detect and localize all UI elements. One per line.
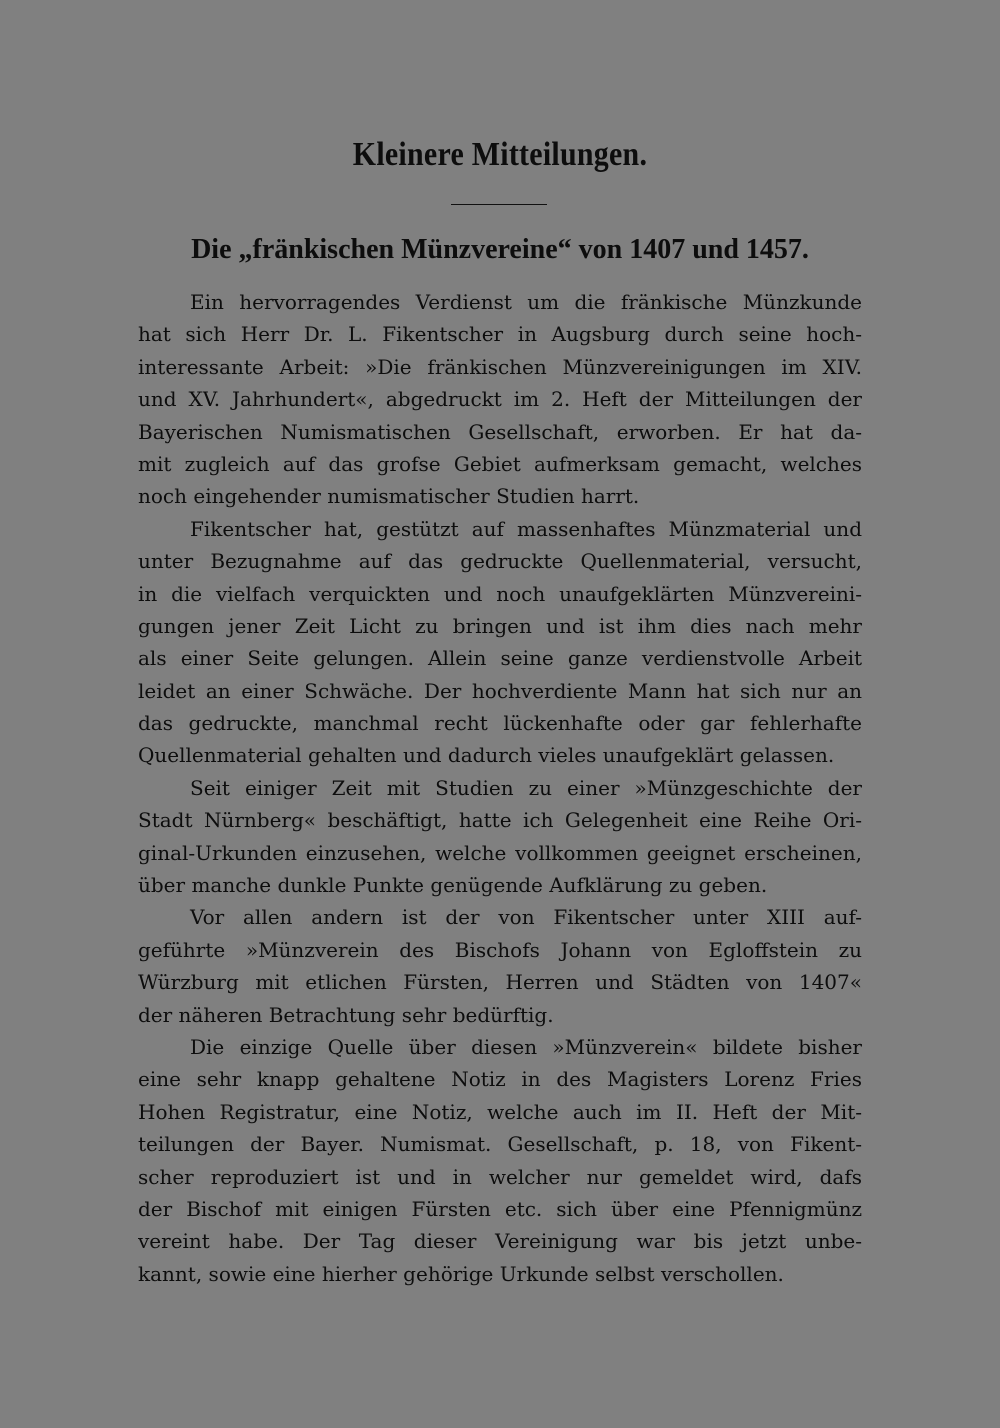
text-line: ginal-Urkunden einzusehen, welche vollkommen geeignet erscheinen,	[138, 840, 862, 865]
text-line: und XV. Jahrhundert«, abgedruckt im 2. Heft der Mitteilungen der	[138, 387, 862, 412]
text-line: unter Bezugnahme auf das gedruckte Quellenmaterial, versucht,	[138, 549, 862, 574]
paragraph	[138, 772, 862, 902]
text-line: der näheren Betrachtung sehr bedürftig.	[138, 1002, 554, 1027]
text-line: Seit einiger Zeit mit Studien zu einer »Münzgeschichte der	[190, 775, 862, 800]
text-line: Stadt Nürnberg« beschäftigt, hatte ich Gelegenheit eine Reihe Ori-	[138, 808, 862, 833]
text-line: gungen jener Zeit Licht zu bringen und ist ihm dies nach mehr	[138, 613, 862, 638]
text-line: interessante Arbeit: »Die fränkischen Münzvereinigungen im XIV.	[138, 354, 862, 379]
text-line: als einer Seite gelungen. Allein seine ganze verdienstvolle Arbeit	[138, 646, 862, 671]
paragraph	[138, 901, 862, 1031]
text-line: geführte »Münzverein des Bischofs Johann von Egloffstein zu	[138, 937, 862, 962]
article-body	[138, 286, 862, 1290]
article-title: Die „fränkischen Münzvereine“ von 1407 und 1457.	[191, 234, 809, 265]
heading-divider	[451, 204, 547, 205]
text-line: Würzburg mit etlichen Fürsten, Herren und Städten von 1407«	[138, 970, 862, 995]
section-heading: Kleinere Mitteilungen.	[352, 136, 648, 173]
text-line: über manche dunkle Punkte genügende Aufklärung zu geben.	[138, 873, 768, 898]
text-line: der Bischof mit einigen Fürsten etc. sich über eine Pfennigmünz	[138, 1196, 862, 1221]
document-page	[138, 0, 862, 1428]
text-line: noch eingehender numismatischer Studien harrt.	[138, 484, 640, 509]
text-line: Vor allen andern ist der von Fikentscher unter XIII auf-	[190, 905, 862, 930]
text-line: in die vielfach verquickten und noch unaufgeklärten Münzvereini-	[138, 581, 862, 606]
text-line: Ein hervorragendes Verdienst um die fränkische Münzkunde	[190, 290, 862, 314]
text-line: das gedruckte, manchmal recht lückenhafte oder gar fehlerhafte	[138, 711, 862, 736]
text-line: vereint habe. Der Tag dieser Vereinigung war bis jetzt unbe-	[138, 1229, 862, 1254]
paragraph	[138, 513, 862, 772]
text-line: Fikentscher hat, gestützt auf massenhaftes Münzmaterial und	[190, 516, 862, 541]
text-line: Die einzige Quelle über diesen »Münzverein« bildete bisher	[190, 1034, 862, 1059]
text-line: Hohen Registratur, eine Notiz, welche auch im II. Heft der Mit-	[138, 1099, 862, 1124]
text-line: mit zugleich auf das grofse Gebiet aufmerksam gemacht, welches	[138, 451, 862, 476]
text-line: hat sich Herr Dr. L. Fikentscher in Augsburg durch seine hoch-	[138, 322, 862, 347]
text-line: teilungen der Bayer. Numismat. Gesellschaft, p. 18, von Fikent-	[138, 1132, 862, 1157]
paragraph	[138, 1031, 862, 1290]
text-line: scher reproduziert ist und in welcher nur gemeldet wird, dafs	[138, 1164, 862, 1189]
paragraph	[138, 286, 862, 513]
text-line: eine sehr knapp gehaltene Notiz in des Magisters Lorenz Fries	[138, 1067, 862, 1092]
text-line: Quellenmaterial gehalten und dadurch vieles unaufgeklärt gelassen.	[138, 743, 835, 768]
text-line: kannt, sowie eine hierher gehörige Urkunde selbst verschollen.	[138, 1261, 784, 1286]
text-line: Bayerischen Numismatischen Gesellschaft, erworben. Er hat da-	[138, 419, 862, 444]
text-line: leidet an einer Schwäche. Der hochverdiente Mann hat sich nur an	[138, 678, 862, 703]
